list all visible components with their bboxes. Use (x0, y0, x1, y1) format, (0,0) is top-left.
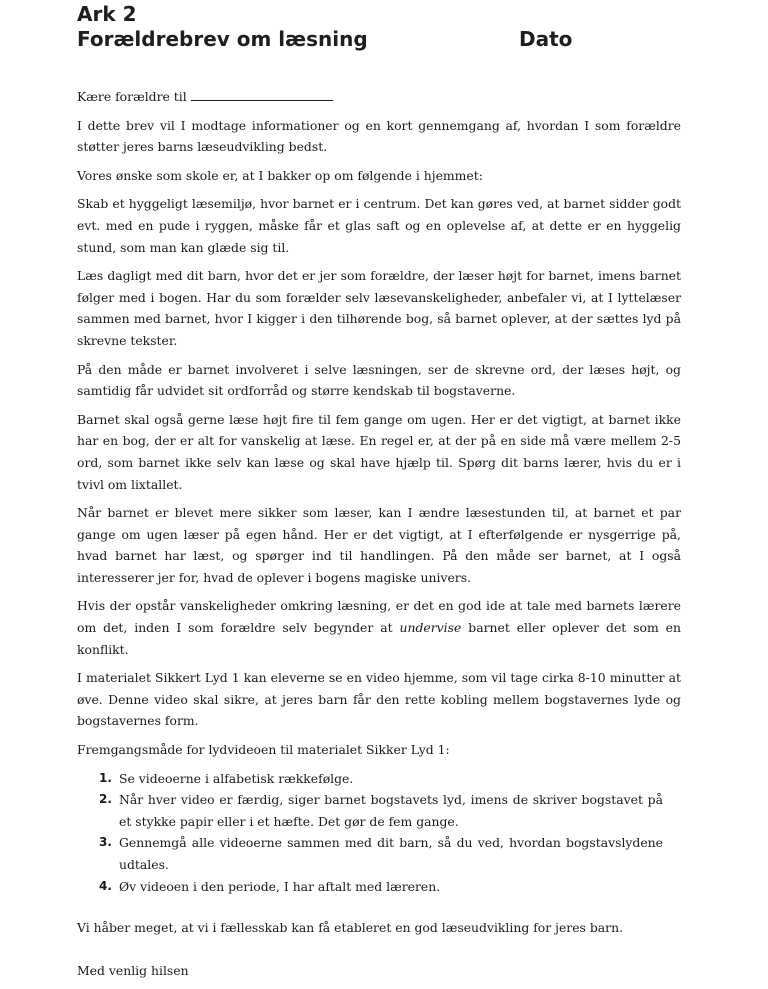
independent-reading-paragraph: Når barnet er blevet mere sikker som læser, kan I ændre læsestunden til, at barnet et par gange om ugen læser på egen hånd. Her er det vigtigt, at I efterfølgende er nysgerrige på, hvad barnet har læst, og spørger ind til handlingen. På den måde ser barnet, at I også interesserer jer for, hvad de oplever i bogens magiske univers. (77, 505, 681, 585)
procedure-step (77, 789, 681, 832)
step-text: Gennemgå alle videoerne sammen med dit barn, så du ved, hvordan bogstavslydene udtales. (119, 835, 663, 872)
signoff-line: Med venlig hilsen (77, 962, 189, 978)
involvement-paragraph: På den måde er barnet involveret i selve læsningen, ser de skrevne ord, der læses højt, og samtidig får udvidet sit ordforråd og større kendskab til bogstaverne. (77, 361, 681, 399)
step-text: Når hver video er færdig, siger barnet bogstavets lyd, imens de skriver bogstavet på et stykke papir eller i et hæfte. Det gør de fem gange. (119, 792, 663, 829)
wish-paragraph: Vores ønske som skole er, at I bakker op om følgende i hjemmet: (77, 167, 483, 183)
difficulties-emphasis: undervise (399, 620, 462, 636)
letter-body (77, 86, 681, 988)
step-number: 2. (99, 792, 112, 807)
material-paragraph: I materialet Sikkert Lyd 1 kan eleverne se en video hjemme, som vil tage cirka 8-10 minutter at øve. Denne video skal sikre, at jeres barn får den rette kobling mellem bogstavernes lyde og bogstavernes form. (77, 670, 681, 729)
difficulties-text-end: barnet eller oplever det som en konflikt. (77, 620, 681, 657)
salutation-text: Kære forældre til (77, 89, 187, 104)
step-text: Øv videoen i den periode, I har aftalt med læreren. (119, 878, 441, 894)
step-text: Se videoerne i alfabetisk rækkefølge. (119, 770, 354, 786)
step-number: 4. (99, 878, 112, 893)
difficulties-text-start: Hvis der opstår vanskeligheder omkring læsning, er det en god ide at tale med barnets lærere om det, inden I som forældre selv begynder at (77, 598, 681, 636)
name-blank-line (191, 88, 333, 101)
procedure-steps-list (77, 768, 681, 898)
procedure-step (77, 832, 681, 875)
step-number: 1. (99, 770, 112, 785)
reading-environment-paragraph: Skab et hyggeligt læsemiljø, hvor barnet er i centrum. Det kan gøres ved, at barnet sidder godt evt. med en pude i ryggen, måske får et glas saft og en oplevelse af, at dette er en hyggelig stund, som man kan glæde sig til. (77, 196, 681, 255)
date-label: Dato (519, 27, 573, 51)
closing-paragraph: Vi håber meget, at vi i fællesskab kan få etableret en god læseudvikling for jeres barn. (77, 920, 624, 936)
read-daily-paragraph: Læs dagligt med dit barn, hvor det er jer som forældre, der læser højt for barnet, imens barnet følger med i bogen. Har du som forælder selv læsevanskeligheder, anbefaler vi, at I lyttelæser sammen med barnet, hvor I kigger i den tilhørende bog, så barnet oplever, at der sættes lyd på skrevne tekster. (77, 268, 681, 348)
read-aloud-paragraph: Barnet skal også gerne læse højt fire til fem gange om ugen. Her er det vigtigt, at barnet ikke har en bog, der er alt for vanskelig at læse. En regel er, at der på en side må være mellem 2-5 ord, som barnet ikke selv kan læse og skal have hjælp til. Spørg dit barns lærer, hvis du er i tvivl om lixtallet. (77, 411, 681, 492)
sheet-label: Ark 2 (77, 2, 137, 26)
procedure-step (77, 768, 681, 790)
difficulties-paragraph (77, 595, 681, 660)
salutation-line (77, 86, 681, 108)
procedure-intro: Fremgangsmåde for lydvideoen til materialet Sikker Lyd 1: (77, 742, 450, 758)
intro-paragraph: I dette brev vil I modtage informationer og en kort gennemgang af, hvordan I som forældre støtter jeres barns læseudvikling bedst. (77, 117, 681, 155)
step-number: 3. (99, 835, 112, 850)
page-title: Forældrebrev om læsning (77, 27, 368, 51)
procedure-step (77, 876, 681, 898)
